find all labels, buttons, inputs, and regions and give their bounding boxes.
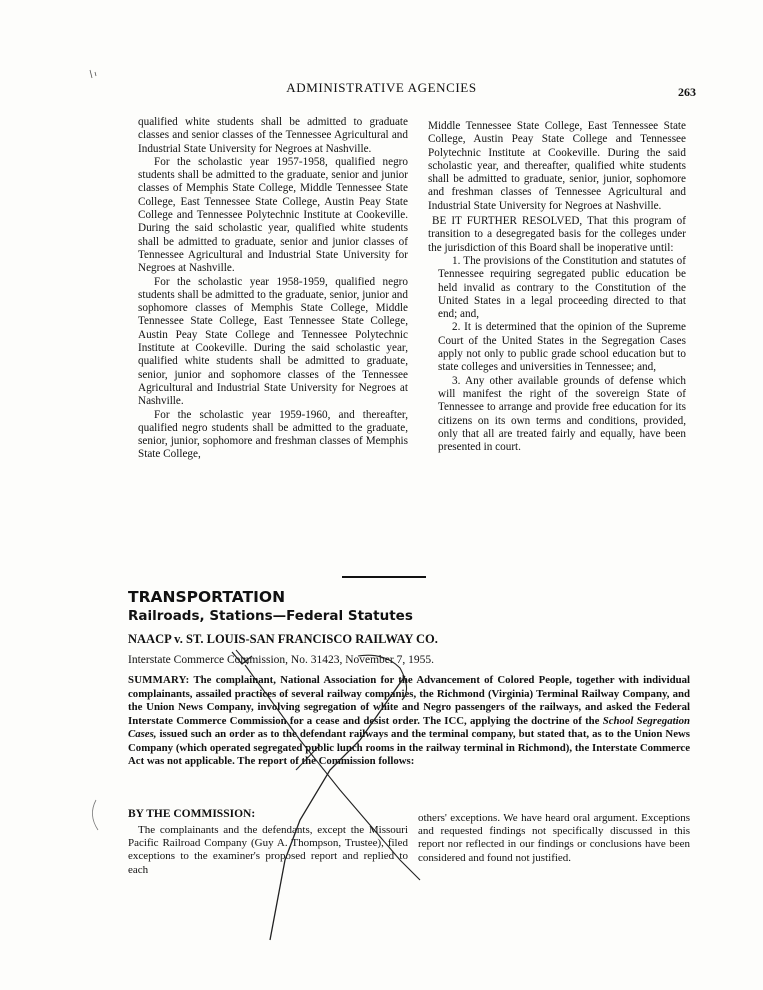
- paragraph: Middle Tennessee State College, East Tennessee State College, Austin Peay State College and Tennessee Polytechnic Institute at Cookeville. During the said scholastic year, and thereafter, qualified white students shall be admitted to graduate, senior, junior, sophomore and freshman classes of Tennessee Agricultural and Industrial State University for Negroes at Nashville.: [428, 120, 686, 212]
- case-title: NAACP v. ST. LOUIS-SAN FRANCISCO RAILWAY CO.: [128, 632, 438, 646]
- condition-item: 3. Any other available grounds of defense which will manifest the right of the sovereign State of Tennessee to arrange and provide free education for its citizens on its own terms and conditions, provided, only that all are treated fairly and equally, have been presented in court.: [438, 374, 686, 454]
- left-text-column: [138, 116, 408, 462]
- section-title: TRANSPORTATION: [128, 588, 286, 606]
- paragraph: For the scholastic year 1957-1958, qualified negro students shall be admitted to the graduate, senior and junior classes of Memphis State College, Middle Tennessee State College, East Tennessee State College, Austin Peay State College and Tennessee Polytechnic Institute at Cookeville. During the said scholastic year, qualified white students shall be admitted to graduate, senior and junior classes of Tennessee Agricultural and Industrial State University for Negroes at Nashville.: [138, 155, 408, 275]
- summary-case-reference: School Segregation Cases,: [128, 714, 691, 740]
- summary-text: issued such an order as to the defendant railways and the terminal company, but stated that, as to the Union News Company (which operated segregated public lunch rooms in the railway terminal in Richmond), the Interstate Commerce Act was not applicable. The report of the Commission follows:: [128, 728, 690, 767]
- opinion-left-column: [128, 824, 408, 877]
- condition-item: 1. The provisions of the Constitution and statutes of Tennessee requiring segregated public education be held invalid as contrary to the Constitution of the United States in a legal proceeding directed to that end; and,: [438, 254, 686, 321]
- opinion-heading: BY THE COMMISSION:: [128, 808, 256, 820]
- summary-text: The complainant, National Association for the Advancement of Colored People, together with individual complainants, assailed practices of several railway companies, the Richmond (Virginia) Terminal Railway Company, and the Union News Company, involving segregation of white and Negro passengers of the railways, and asked the Federal Interstate Commerce Commission for a cease and desist order. The ICC, applying the doctrine of the: [128, 674, 690, 727]
- page-number: 263: [678, 85, 696, 99]
- case-summary: [128, 674, 690, 769]
- section-subtitle: Railroads, Stations—Federal Statutes: [128, 608, 413, 624]
- paragraph: For the scholastic year 1958-1959, qualified negro students shall be admitted to the graduate, senior, junior and sophomore classes of Memphis State College, Middle Tennessee State College, East Tennessee State College, Austin Peay State College and Tennessee Polytechnic Institute at Cookeville. During the said scholastic year, qualified white students shall be admitted to graduate, senior, junior and sophomore classes of the Tennessee Agricultural and Industrial State University for Negroes at Nashville.: [138, 275, 408, 408]
- opinion-text: The complainants and the defendants, except the Missouri Pacific Railroad Company (Guy A. Thompson, Trustee), filed exceptions to the examiner's proposed report and replied to each: [128, 824, 408, 876]
- running-head: ADMINISTRATIVE AGENCIES: [286, 80, 477, 95]
- condition-item: 2. It is determined that the opinion of the Supreme Court of the United States in the Segregation Cases apply not only to public grade school education but to state colleges and universities in Tennessee; and,: [438, 321, 686, 374]
- right-text-column: [428, 120, 686, 454]
- opinion-right-column: [418, 812, 690, 865]
- resolution-paragraph: BE IT FURTHER RESOLVED, That this program of transition to a desegregated basis for the colleges under the jurisdiction of this Board shall be inoperative until:: [428, 215, 686, 254]
- summary-label: SUMMARY:: [128, 674, 190, 686]
- section-divider: [342, 576, 426, 578]
- paragraph: qualified white students shall be admitted to graduate classes and senior classes of the Tennessee Agricultural and Industrial State University for Negroes at Nashville.: [138, 116, 408, 155]
- paragraph: For the scholastic year 1959-1960, and thereafter, qualified negro students shall be admitted to the graduate, senior, junior, sophomore and freshman classes of Memphis State College,: [138, 408, 408, 461]
- opinion-text: others' exceptions. We have heard oral argument. Exceptions and requested findings not specifically discussed in this report nor reflected in our findings or conclusions have been considered and found not justified.: [418, 812, 690, 864]
- case-citation: Interstate Commerce Commission, No. 31423, November 7, 1955.: [128, 654, 434, 666]
